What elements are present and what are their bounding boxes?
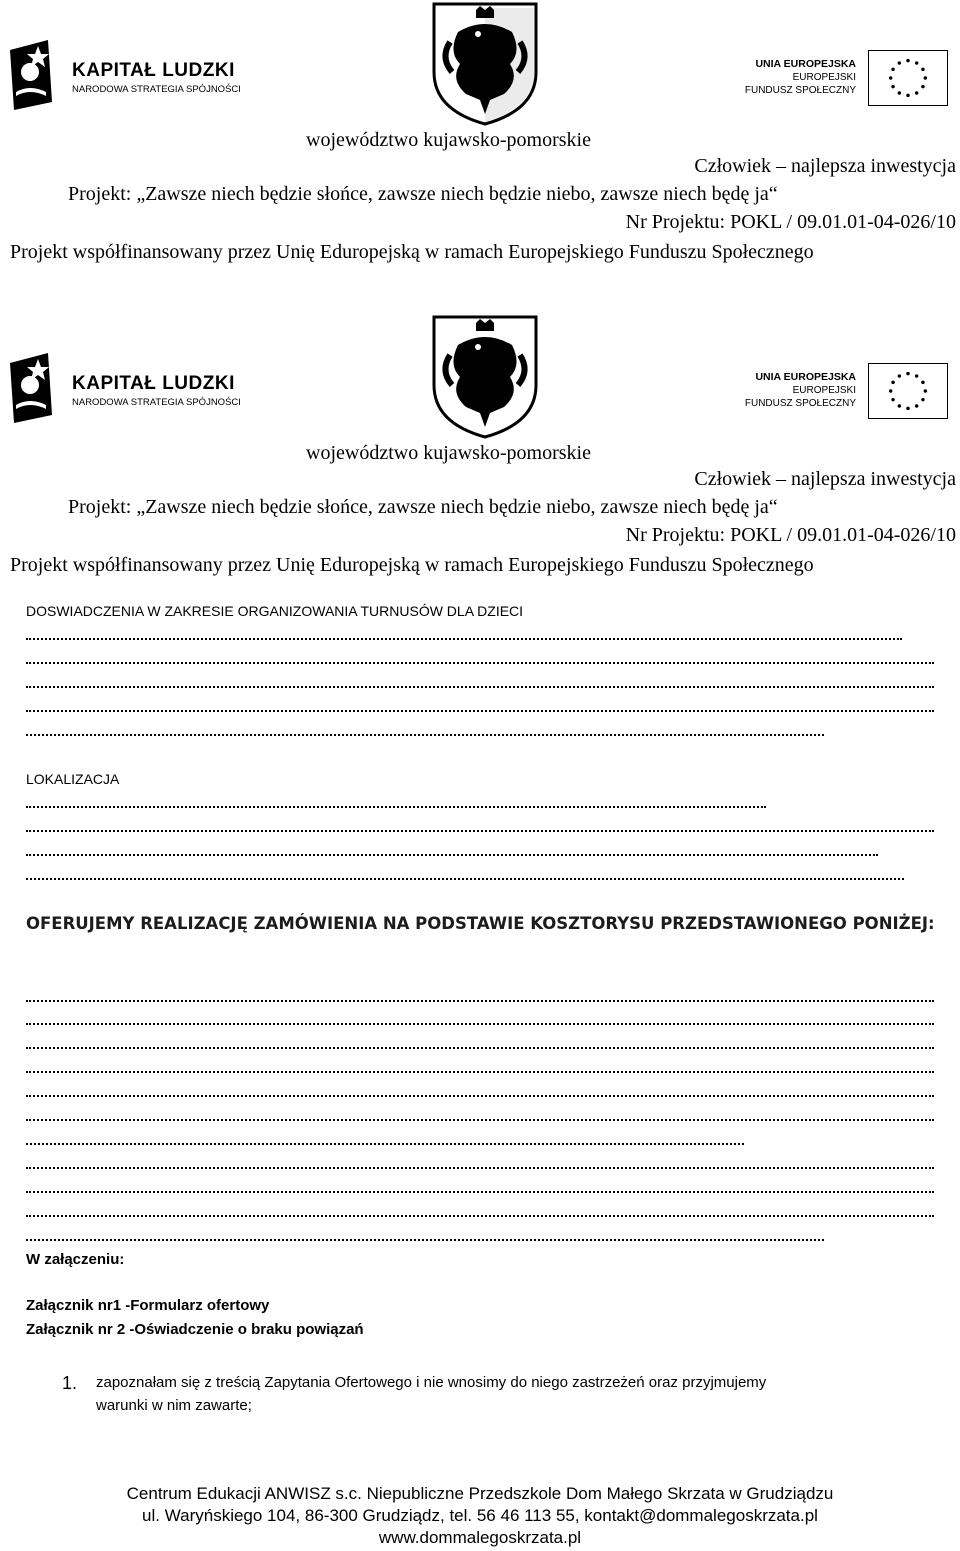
list-item-text-line1: zapoznałam się z treścią Zapytania Ofertowego i nie wnosimy do niego zastrzeżeń oraz przyjmujemy xyxy=(96,1374,767,1391)
dotted-fill-line[interactable] xyxy=(26,1109,934,1121)
dotted-fill-line[interactable] xyxy=(26,652,934,664)
project-number-line: Nr Projektu: POKL / 09.01.01-04-026/10 xyxy=(625,524,956,546)
dotted-fill-line[interactable] xyxy=(26,990,934,1002)
list-item-number: 1. xyxy=(62,1373,78,1393)
footer-line-2: ul. Waryńskiego 104, 86-300 Grudziądz, tel. 56 46 113 55, kontakt@dommalegoskrzata.pl xyxy=(142,1506,818,1525)
eu-text-block xyxy=(745,58,856,97)
eu-line3: FUNDUSZ SPOŁECZNY xyxy=(744,398,856,409)
eu-line2: EUROPEJSKI xyxy=(792,385,856,396)
attachment-item-2: Załącznik nr 2 -Oświadczenie o braku powiązań xyxy=(26,1321,364,1338)
dotted-fill-line[interactable] xyxy=(26,700,934,712)
kapital-ludzki-title: KAPITAŁ LUDZKI xyxy=(72,373,235,394)
dotted-fill-line[interactable] xyxy=(26,1229,824,1241)
eu-line3: FUNDUSZ SPOŁECZNY xyxy=(744,85,856,96)
list-item-text-line2: warunki w nim zawarte; xyxy=(96,1397,252,1414)
dotted-fill-line[interactable] xyxy=(26,628,902,640)
eu-logo xyxy=(744,50,948,108)
location-heading: LOKALIZACJA xyxy=(26,771,120,787)
dotted-fill-line[interactable] xyxy=(26,1085,934,1097)
project-number-line: Nr Projektu: POKL / 09.01.01-04-026/10 xyxy=(625,211,956,233)
eagle-crest-icon xyxy=(430,315,540,439)
kapital-ludzki-mark-icon xyxy=(8,353,56,423)
dotted-fill-line[interactable] xyxy=(26,868,904,880)
motto-line: Człowiek – najlepsza inwestycja xyxy=(694,155,956,177)
dotted-fill-line[interactable] xyxy=(26,820,934,832)
footer-line-1: Centrum Edukacji ANWISZ s.c. Niepubliczne Przedszkole Dom Małego Skrzata w Grudziądzu xyxy=(126,1484,834,1503)
offer-heading: OFERUJEMY REALIZACJĘ ZAMÓWIENIA NA PODSTAWIE KOSZTORYSU PRZEDSTAWIONEGO PONIŻEJ: xyxy=(26,914,935,933)
cofinance-line: Projekt współfinansowany przez Unię Eduropejską w ramach Europejskiego Funduszu Społecznego xyxy=(10,241,814,263)
dotted-fill-line[interactable] xyxy=(26,1181,934,1193)
kapital-ludzki-logo xyxy=(8,40,241,110)
attachments-heading: W załączeniu: xyxy=(26,1251,125,1268)
region-line: województwo kujawsko-pomorskie xyxy=(306,442,591,464)
dotted-fill-line[interactable] xyxy=(26,724,824,736)
dotted-fill-line[interactable] xyxy=(26,676,934,688)
region-line: województwo kujawsko-pomorskie xyxy=(306,129,591,151)
eu-flag-icon xyxy=(868,363,948,419)
experience-heading: DOSWIADCZENIA W ZAKRESIE ORGANIZOWANIA TURNUSÓW DLA DZIECI xyxy=(26,603,524,619)
kapital-ludzki-title: KAPITAŁ LUDZKI xyxy=(72,60,235,81)
project-line: Projekt: „Zawsze niech będzie słońce, zawsze niech będzie niebo, zawsze niech będę ja“ xyxy=(68,496,778,518)
kapital-ludzki-logo xyxy=(8,353,241,423)
dotted-fill-line[interactable] xyxy=(26,1061,934,1073)
dotted-fill-line[interactable] xyxy=(26,796,766,808)
footer-line-3: www.dommalegoskrzata.pl xyxy=(378,1528,582,1547)
dotted-fill-line[interactable] xyxy=(26,1205,934,1217)
kapital-ludzki-mark-icon xyxy=(8,40,56,110)
eu-text-block xyxy=(745,371,856,410)
dotted-fill-line[interactable] xyxy=(26,1013,934,1025)
cofinance-line: Projekt współfinansowany przez Unię Eduropejską w ramach Europejskiego Funduszu Społecznego xyxy=(10,554,814,576)
dotted-fill-line[interactable] xyxy=(26,1157,934,1169)
kapital-ludzki-subtitle: NARODOWA STRATEGIA SPÓJNOŚCI xyxy=(72,84,241,95)
letterhead-second xyxy=(0,313,960,593)
dotted-fill-line[interactable] xyxy=(26,1133,744,1145)
eagle-crest-icon xyxy=(430,2,540,126)
dotted-fill-line[interactable] xyxy=(26,844,878,856)
project-line: Projekt: „Zawsze niech będzie słońce, zawsze niech będzie niebo, zawsze niech będę ja“ xyxy=(68,183,778,205)
kapital-ludzki-subtitle: NARODOWA STRATEGIA SPÓJNOŚCI xyxy=(72,397,241,408)
eu-flag-icon xyxy=(868,50,948,106)
eu-line2: EUROPEJSKI xyxy=(792,72,856,83)
eu-logo xyxy=(744,363,948,421)
eu-line1: UNIA EUROPEJSKA xyxy=(755,371,856,383)
letterhead-top xyxy=(0,0,960,280)
attachment-item-1: Załącznik nr1 -Formularz ofertowy xyxy=(26,1297,270,1314)
motto-line: Człowiek – najlepsza inwestycja xyxy=(694,468,956,490)
dotted-fill-line[interactable] xyxy=(26,1037,934,1049)
eu-line1: UNIA EUROPEJSKA xyxy=(755,58,856,70)
